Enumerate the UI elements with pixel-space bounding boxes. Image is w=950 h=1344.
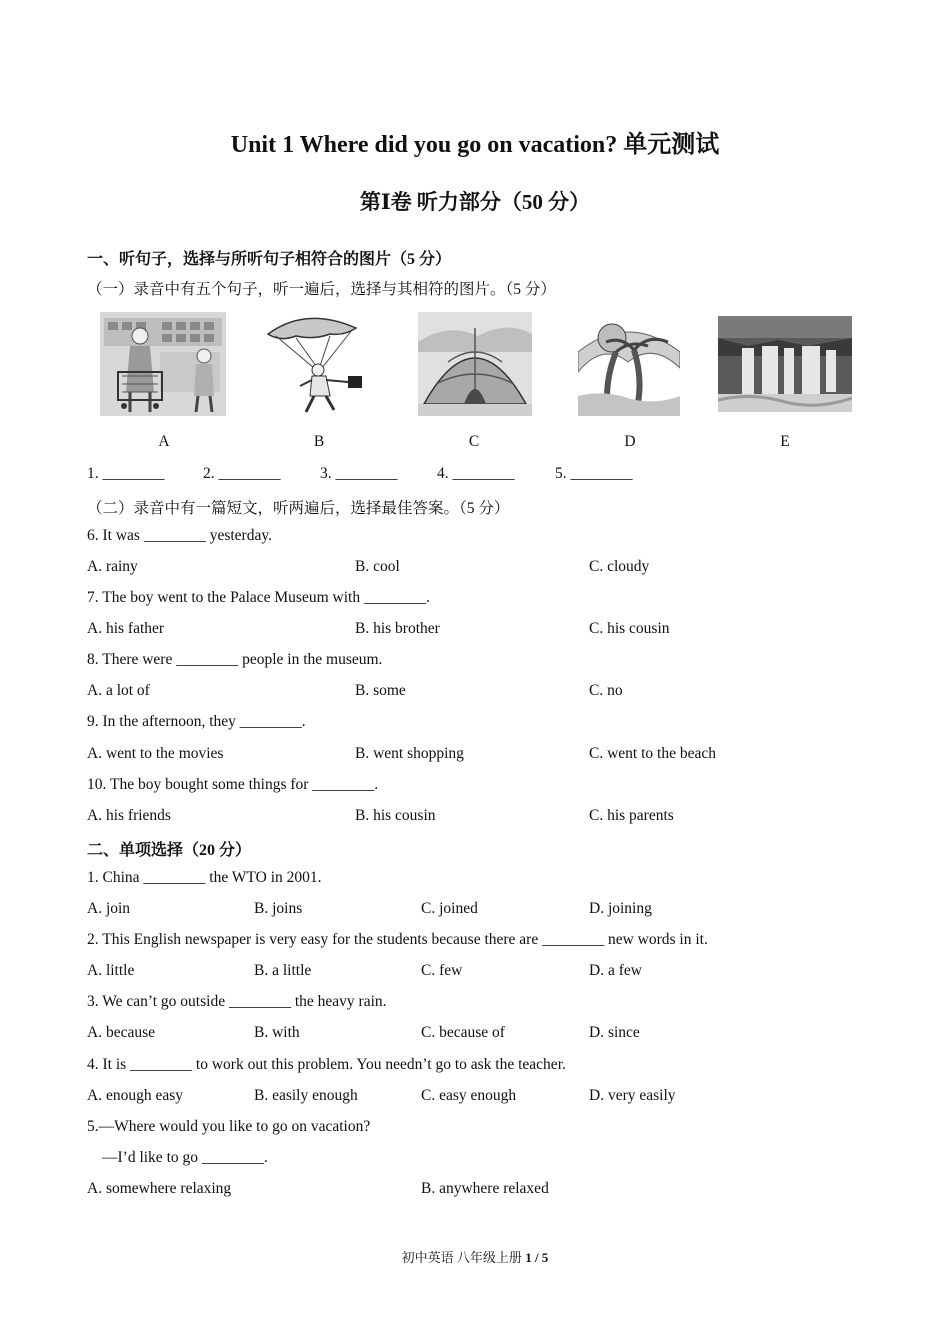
option-c[interactable]: C. his cousin bbox=[589, 620, 670, 637]
part2-instruction: （二）录音中有一篇短文，听两遍后，选择最佳答案。（5 分） bbox=[87, 500, 510, 517]
option-a[interactable]: A. enough easy bbox=[87, 1087, 183, 1104]
waterfall-picture bbox=[718, 316, 852, 412]
picture-label-b: B bbox=[313, 433, 325, 450]
shopping-picture bbox=[100, 312, 226, 416]
option-c[interactable]: C. because of bbox=[421, 1024, 505, 1041]
option-a[interactable]: A. little bbox=[87, 962, 135, 979]
parachute-picture bbox=[256, 312, 380, 416]
option-d[interactable]: D. a few bbox=[589, 962, 642, 979]
option-b[interactable]: B. a little bbox=[254, 962, 312, 979]
question-text: 4. It is ________ to work out this problem. You needn’t go to ask the teacher. bbox=[87, 1056, 566, 1073]
picture-label-c: C bbox=[468, 433, 480, 450]
option-d[interactable]: D. since bbox=[589, 1024, 640, 1041]
question-text: 10. The boy bought some things for ________. bbox=[87, 776, 379, 793]
option-b[interactable]: B. anywhere relaxed bbox=[421, 1180, 549, 1197]
option-d[interactable]: D. joining bbox=[589, 900, 652, 917]
answer-blank[interactable]: 1. ________ bbox=[87, 465, 165, 482]
option-a[interactable]: A. went to the movies bbox=[87, 745, 224, 762]
answer-blank[interactable]: 5. ________ bbox=[555, 465, 633, 482]
option-a[interactable]: A. rainy bbox=[87, 558, 138, 575]
option-c[interactable]: C. joined bbox=[421, 900, 478, 917]
option-c[interactable]: C. no bbox=[589, 682, 623, 699]
answer-blank[interactable]: 2. ________ bbox=[203, 465, 281, 482]
option-b[interactable]: B. some bbox=[355, 682, 406, 699]
section2-heading: 二、单项选择（20 分） bbox=[87, 842, 252, 859]
footer-text: 初中英语 八年级上册 bbox=[401, 1250, 526, 1265]
section-subtitle: 第Ⅰ卷 听力部分（50 分） bbox=[359, 190, 591, 214]
question-text: 1. China ________ the WTO in 2001. bbox=[87, 869, 322, 886]
option-b[interactable]: B. joins bbox=[254, 900, 303, 917]
option-a[interactable]: A. because bbox=[87, 1024, 155, 1041]
picture-label-a: A bbox=[158, 433, 170, 450]
option-b[interactable]: B. cool bbox=[355, 558, 400, 575]
option-b[interactable]: B. with bbox=[254, 1024, 300, 1041]
question-text: 9. In the afternoon, they ________. bbox=[87, 713, 306, 730]
question-text: 6. It was ________ yesterday. bbox=[87, 527, 272, 544]
option-a[interactable]: A. his friends bbox=[87, 807, 171, 824]
tent-picture bbox=[418, 312, 532, 416]
option-c[interactable]: C. easy enough bbox=[421, 1087, 517, 1104]
option-d[interactable]: D. very easily bbox=[589, 1087, 676, 1104]
option-b[interactable]: B. went shopping bbox=[355, 745, 464, 762]
question-text: 3. We can’t go outside ________ the heavy rain. bbox=[87, 993, 387, 1010]
option-b[interactable]: B. easily enough bbox=[254, 1087, 358, 1104]
question-text: 7. The boy went to the Palace Museum with ________. bbox=[87, 589, 430, 606]
picture-label-e: E bbox=[780, 433, 790, 450]
option-c[interactable]: C. cloudy bbox=[589, 558, 650, 575]
question-text: —I’d like to go ________. bbox=[102, 1149, 268, 1166]
picture-label-d: D bbox=[624, 433, 636, 450]
question-text: 2. This English newspaper is very easy for the students because there are ________ new words in it. bbox=[87, 931, 708, 948]
option-c[interactable]: C. few bbox=[421, 962, 463, 979]
question-text: 8. There were ________ people in the museum. bbox=[87, 651, 383, 668]
option-c[interactable]: C. went to the beach bbox=[589, 745, 716, 762]
page-title: Unit 1 Where did you go on vacation? 单元测试 bbox=[230, 132, 720, 158]
page-number: 1 / 5 bbox=[525, 1250, 549, 1265]
option-b[interactable]: B. his cousin bbox=[355, 807, 436, 824]
page-footer bbox=[0, 1247, 950, 1266]
part1-heading: 一、听句子，选择与所听句子相符合的图片（5 分） bbox=[87, 251, 452, 268]
option-a[interactable]: A. join bbox=[87, 900, 131, 917]
answer-blank[interactable]: 3. ________ bbox=[320, 465, 398, 482]
answer-blank[interactable]: 4. ________ bbox=[437, 465, 515, 482]
option-b[interactable]: B. his brother bbox=[355, 620, 440, 637]
option-a[interactable]: A. his father bbox=[87, 620, 165, 637]
option-c[interactable]: C. his parents bbox=[589, 807, 674, 824]
option-a[interactable]: A. somewhere relaxing bbox=[87, 1180, 232, 1197]
question-text: 5.—Where would you like to go on vacation? bbox=[87, 1118, 371, 1135]
option-a[interactable]: A. a lot of bbox=[87, 682, 150, 699]
beach-picture bbox=[578, 312, 680, 416]
part1-instruction: （一）录音中有五个句子，听一遍后，选择与其相符的图片。（5 分） bbox=[87, 281, 556, 298]
